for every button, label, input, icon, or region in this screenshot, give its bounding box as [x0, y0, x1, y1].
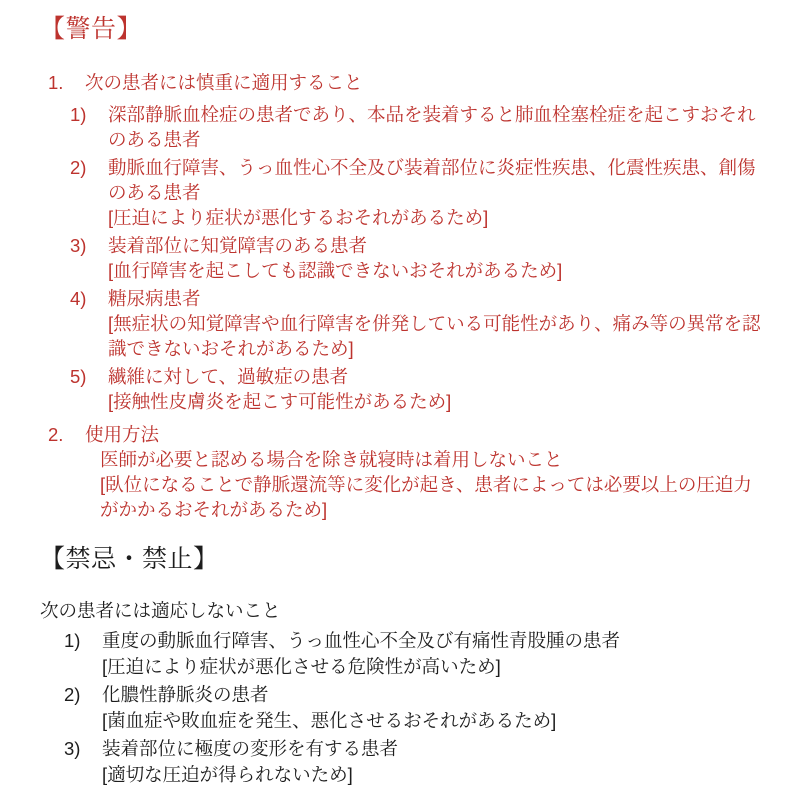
warning-item-2-title-row	[40, 422, 764, 447]
contraindication-subitem-1-marker: 1)	[64, 630, 81, 651]
warning-item-2-marker: 2.	[48, 424, 64, 445]
contraindication-subitem-2-line1-row	[40, 682, 764, 708]
warning-subitem-1-text: 深部静脈血栓症の患者であり、本品を装着すると肺血栓塞栓症を起こすおそれ	[108, 104, 756, 125]
warning-subitem-5-line1-row	[40, 364, 764, 389]
contraindication-subitem-2	[40, 682, 764, 734]
warning-subitem-2-line1-row	[40, 155, 764, 180]
warning-subitem-3-line1-row	[40, 233, 764, 258]
warning-subitem-1	[40, 102, 764, 152]
contraindication-subitem-1-text: 重度の動脈血行障害、うっ血性心不全及び有痛性青股腫の患者	[102, 630, 621, 651]
warning-subitem-4-line1-row	[40, 286, 764, 311]
warning-item-1-marker: 1.	[48, 72, 64, 93]
warning-subitem-5	[40, 364, 764, 414]
warning-item-2-note: [臥位になることで静脈還流等に変化が起き、患者によっては必要以上の圧迫力	[100, 474, 752, 495]
contraindication-subitem-3-text: 装着部位に極度の変形を有する患者	[102, 738, 399, 759]
warning-item-1-title: 次の患者には慎重に適用すること	[85, 72, 363, 93]
contraindication-subitem-2-text: 化膿性静脈炎の患者	[102, 684, 269, 705]
contraindication-intro: 次の患者には適応しないこと	[40, 600, 281, 621]
warning-section	[40, 70, 764, 522]
contraindication-subitem-1	[40, 628, 764, 680]
contraindication-section	[40, 598, 764, 788]
contraindication-subitem-3-line1-row	[40, 736, 764, 762]
warning-subitem-2-text-cont: のある患者	[108, 182, 201, 203]
warning-subitem-5-text: 繊維に対して、過敏症の患者	[108, 366, 349, 387]
warning-item-1	[40, 70, 764, 95]
contraindication-subitem-2-marker: 2)	[64, 684, 81, 705]
warning-subitem-2	[40, 155, 764, 230]
warning-section-heading: 【警告】	[40, 15, 143, 43]
warning-subitem-2-text: 動脈血行障害、うっ血性心不全及び装着部位に炎症性疾患、化震性疾患、創傷	[108, 157, 756, 178]
warning-subitem-4	[40, 286, 764, 361]
warning-item-2-note-cont: がかかるおそれがあるため]	[100, 499, 328, 520]
warning-item-2-title: 使用方法	[85, 424, 160, 445]
warning-subitem-5-marker: 5)	[70, 366, 87, 387]
warning-subitem-3-text: 装着部位に知覚障害のある患者	[108, 235, 368, 256]
warning-subitem-2-note: [圧迫により症状が悪化するおそれがあるため]	[108, 207, 489, 228]
warning-subitem-4-marker: 4)	[70, 288, 87, 309]
warning-subitem-4-note: [無症状の知覚障害や血行障害を併発している可能性があり、痛み等の異常を認	[108, 313, 761, 334]
contraindication-subitem-2-note: [菌血症や敗血症を発生、悪化させるおそれがあるため]	[102, 710, 557, 731]
contraindication-subitem-3	[40, 736, 764, 788]
warning-item-2-text: 医師が必要と認める場合を除き就寝時は着用しないこと	[100, 449, 563, 470]
warning-subitem-1-text-cont: のある患者	[108, 129, 201, 150]
warning-subitem-3	[40, 233, 764, 283]
warning-subitem-4-text: 糖尿病患者	[108, 288, 201, 309]
warning-subitem-1-line1-row	[40, 102, 764, 127]
contraindication-subitem-1-note: [圧迫により症状が悪化させる危険性が高いため]	[102, 656, 501, 677]
contraindication-subitem-3-marker: 3)	[64, 738, 81, 759]
contraindication-section-heading: 【禁忌・禁止】	[40, 545, 219, 573]
warning-subitem-5-note: [接触性皮膚炎を起こす可能性があるため]	[108, 391, 452, 412]
contraindication-subitem-1-line1-row	[40, 628, 764, 654]
warning-subitem-2-marker: 2)	[70, 157, 87, 178]
contraindication-subitem-3-note: [適切な圧迫が得られないため]	[102, 764, 353, 785]
warning-subitem-4-note-cont: 識できないおそれがあるため]	[108, 338, 354, 359]
warning-item-2	[40, 422, 764, 522]
warning-subitem-1-marker: 1)	[70, 104, 87, 125]
warning-subitem-3-marker: 3)	[70, 235, 87, 256]
warning-subitem-3-note: [血行障害を起こしても認識できないおそれがあるため]	[108, 260, 563, 281]
